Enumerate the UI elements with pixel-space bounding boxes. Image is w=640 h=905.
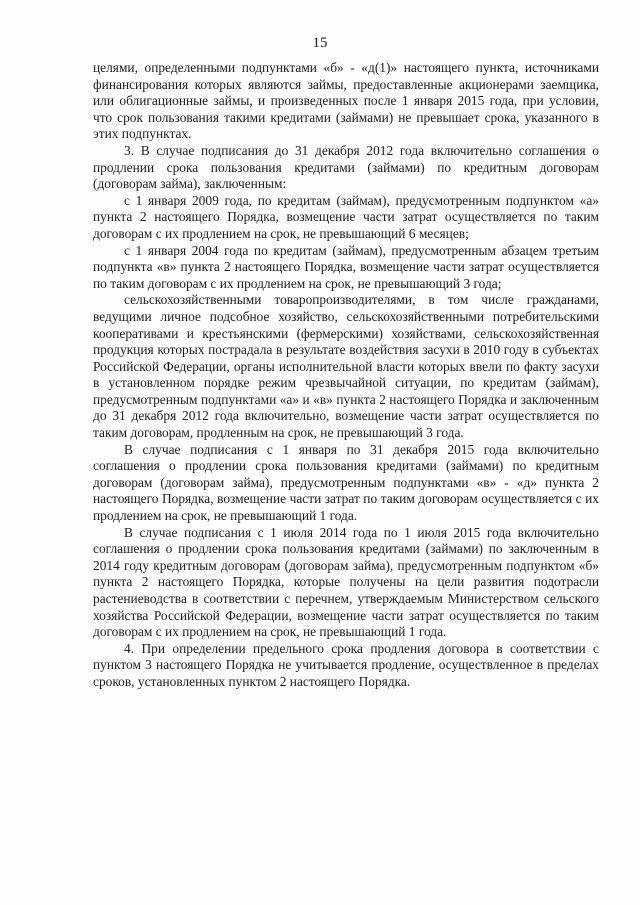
paragraph-2014-2015-extension: В случае подписания с 1 июля 2014 года по 1 июля 2015 года включительно соглашения о продлении срока пользования кредитами (займами) по заключенным в 2014 году кредитным договорам (договорам займа), предусмотренным подпунктом «б» пункта 2 настоящего Порядка, которые получены на цели развития подотрасли растениеводства в соответствии с перечнем, утверждаемым Министерством сельского хозяйства Российской Федерации, возмещение части затрат осуществляется по таким договорам с их продлением на срок, не превышающий 1 года.	[93, 524, 599, 640]
paragraph-item-4: 4. При определении предельного срока продления договора в соответствии с пунктом 3 настоящего Порядка не учитывается продление, осуществленное в пределах сроков, установленных пунктом 2 настоящего Порядка.	[93, 640, 599, 689]
page-number: 15	[312, 35, 328, 51]
document-body	[93, 60, 599, 691]
paragraph-subitem-2004: с 1 января 2004 года по кредитам (займам), предусмотренным абзацем третьим подпункта «в» пункта 2 настоящего Порядка, возмещение части затрат осуществляется по таким договорам с их продлением на срок, не превышающий 3 года;	[93, 242, 599, 291]
paragraph-drought-2010: сельскохозяйственными товаропроизводителями, в том числе гражданами, ведущими личное подсобное хозяйство, сельскохозяйственными потребительскими кооперативами и крестьянскими (фермерскими) хозяйствами, сельскохозяйственная продукция которых пострадала в результате воздействия засухи в 2010 году в субъектах Российской Федерации, органы исполнительной власти которых ввели по факту засухи в установленном порядке режим чрезвычайной ситуации, по кредитам (займам), предусмотренным подпунктами «а» и «в» пункта 2 настоящего Порядка и заключенным до 31 декабря 2012 года включительно, возмещение части затрат осуществляется по таким договорам, продленным на срок, не превышающий 3 года.	[93, 292, 599, 441]
paragraph-2015-extension: В случае подписания с 1 января по 31 декабря 2015 года включительно соглашения о продлении срока пользования кредитами (займами) по кредитным договорам (договорам займа), предусмотренным подпунктами «в» - «д» пункта 2 настоящего Порядка, возмещение части затрат по таким договорам осуществляется с их продлением на срок, не превышающий 1 года.	[93, 441, 599, 524]
paragraph-item-3: 3. В случае подписания до 31 декабря 2012 года включительно соглашения о продлении срока пользования кредитами (займами) по кредитным договорам (договорам займа), заключенным:	[93, 142, 599, 192]
paragraph-subitem-2009: с 1 января 2009 года, по кредитам (займам), предусмотренным подпунктом «а» пункта 2 настоящего Порядка, возмещение части затрат осуществляется по таким договорам с их продлением на срок, не превышающий 6 месяцев;	[93, 192, 599, 241]
paragraph-continuation: целями, определенными подпунктами «б» - «д(1)» настоящего пункта, источниками финансирования которых являются займы, предоставленные акционерами заемщика, или облигационные займы, и произведенных после 1 января 2015 года, при условии, что срок пользования такими кредитами (займами) не превышает срока, указанного в этих подпунктах.	[93, 60, 599, 142]
